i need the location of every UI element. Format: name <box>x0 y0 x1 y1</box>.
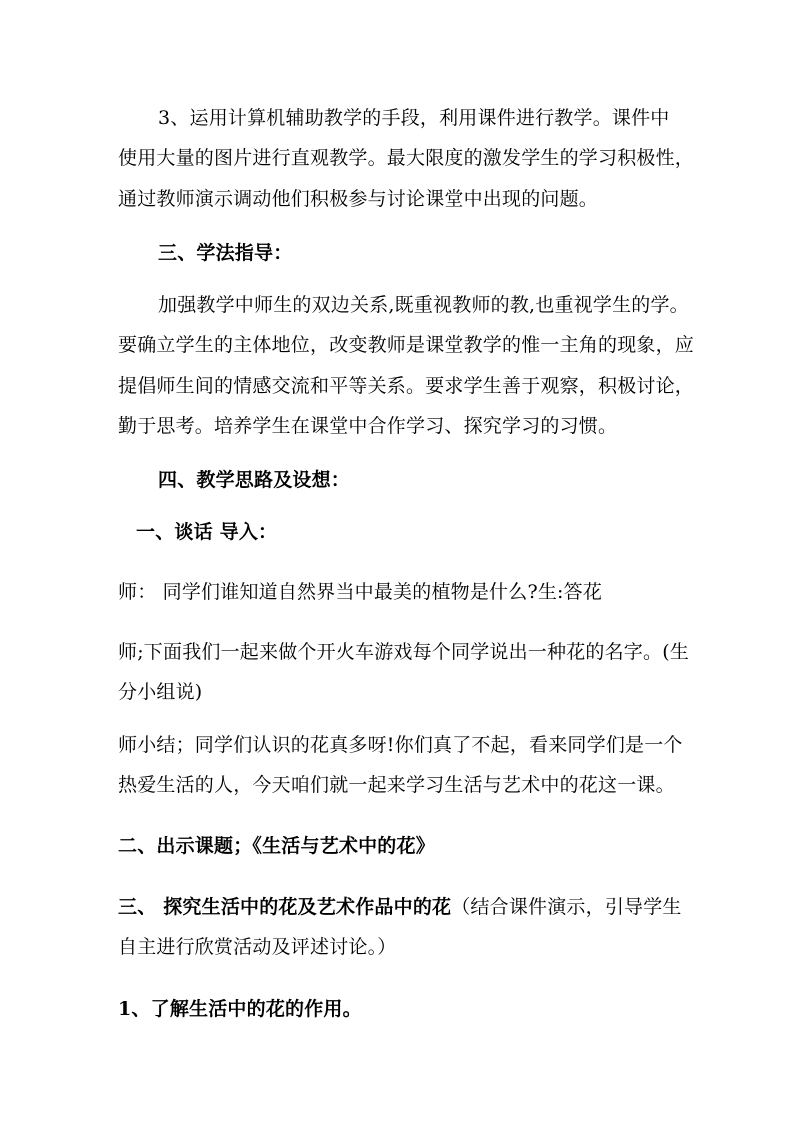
section-heading: 1、了解生活中的花的作用。 <box>118 998 362 1020</box>
paragraph-line: 师;下面我们一起来做个开火车游戏每个同学说出一种花的名字。(生 <box>118 641 690 663</box>
paragraph-line: 热爱生活的人，今天咱们就一起来学习生活与艺术中的花这一课。 <box>118 774 675 796</box>
paragraph-line: 要确立学生的主体地位，改变教师是课堂教学的惟一主角的现象，应 <box>118 334 695 356</box>
section-heading: 二、出示课题；《生活与艺术中的花》 <box>118 835 435 857</box>
paragraph-line <box>118 895 682 919</box>
paragraph-line: 师小结；同学们认识的花真多呀!你们真了不起，看来同学们是一个 <box>118 734 683 756</box>
section-heading: 三、学法指导： <box>158 242 293 264</box>
section-heading: 三、 探究生活中的花及艺术作品中的花 <box>118 896 452 918</box>
paragraph-line: 勤于思考。培养学生在课堂中合作学习、探究学习的习惯。 <box>118 415 618 437</box>
paragraph-line: 分小组说) <box>118 681 203 703</box>
paragraph-line: 提倡师生间的情感交流和平等关系。要求学生善于观察，积极讨论， <box>118 375 695 397</box>
paragraph-line: 使用大量的图片进行直观教学。最大限度的激发学生的学习积极性， <box>118 147 695 169</box>
paragraph-line: 自主进行欣赏活动及评述讨论。） <box>118 936 397 958</box>
paragraph-line: 师： 同学们谁知道自然界当中最美的植物是什么?生:答花 <box>118 581 603 603</box>
section-heading: 四、教学思路及设想： <box>158 469 351 491</box>
paragraph-line: 3、运用计算机辅助教学的手段，利用课件进行教学。课件中 <box>158 107 670 129</box>
paragraph-note: （结合课件演示，引导学生 <box>451 896 682 918</box>
paragraph-line: 加强教学中师生的双边关系,既重视教师的教,也重视学生的学。 <box>158 294 689 316</box>
paragraph-line: 通过教师演示调动他们积极参与讨论课堂中出现的问题。 <box>118 188 599 210</box>
section-heading: 一、谈话 导入： <box>136 521 278 543</box>
